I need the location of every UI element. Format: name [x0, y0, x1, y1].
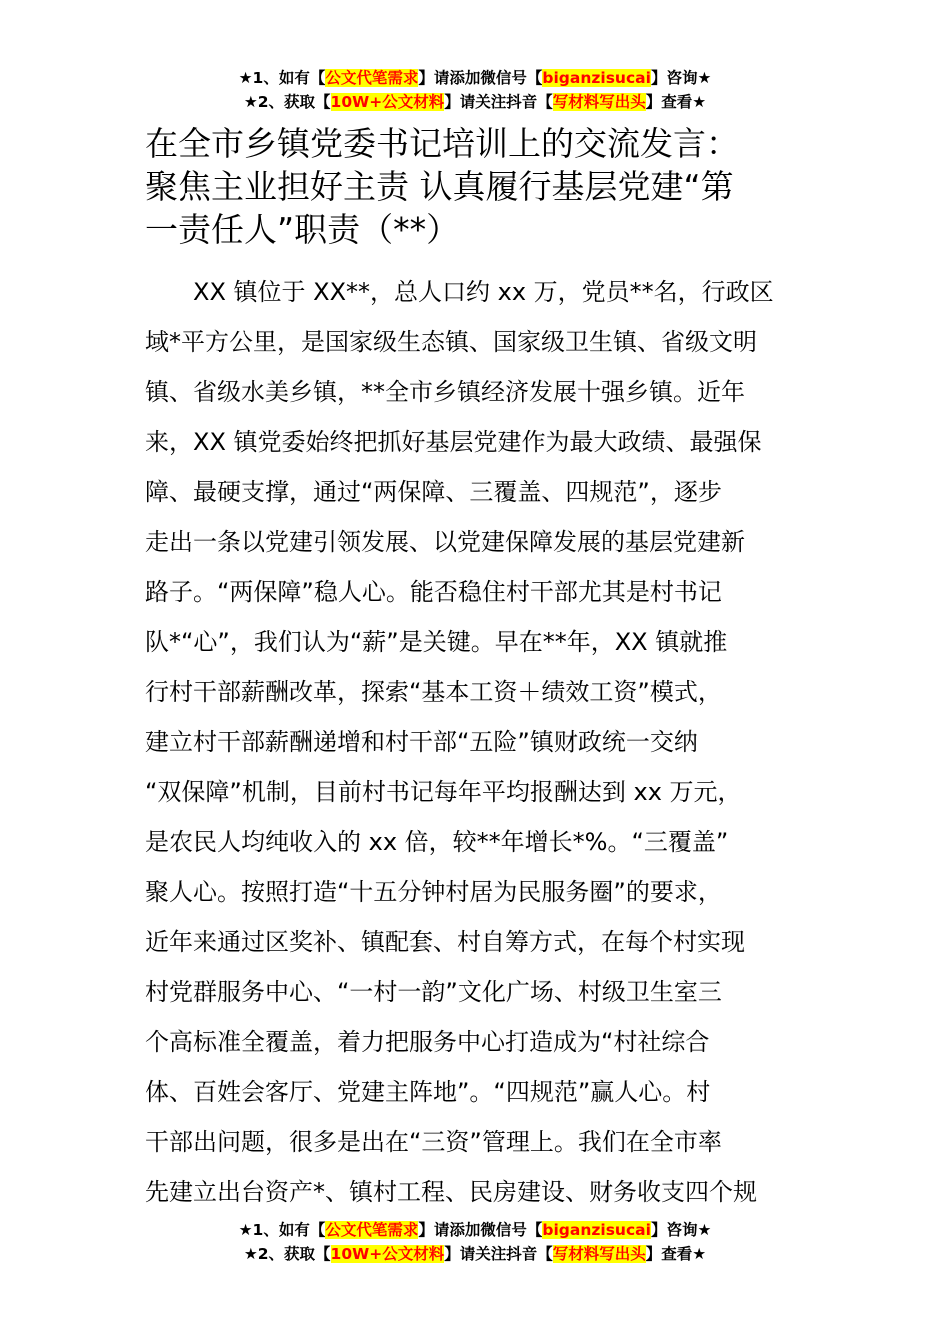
body-line: 建立村干部薪酬递增和村干部“五险”镇财政统一交纳 [145, 728, 698, 756]
douyin-account: 写材料写出头 [552, 1245, 646, 1263]
body-line: “双保障”机制，目前村书记每年平均报酬达到 xx 万元， [145, 778, 742, 806]
body-line: 镇、省级水美乡镇，**全市乡镇经济发展十强乡镇。近年 [145, 378, 745, 406]
body-line: 先建立出台资产*、镇村工程、民房建设、财务收支四个规 [145, 1178, 757, 1206]
body-line: 来，XX 镇党委始终把抓好基层党建作为最大政绩、最强保 [145, 428, 762, 456]
title-line: 一责任人”职责（**） [145, 210, 460, 249]
body-line: 是农民人均纯收入的 xx 倍，较**年增长*%。“三覆盖” [145, 828, 729, 856]
footer-promo-highlight: 公文代笔需求 [325, 1221, 419, 1239]
body-line: 障、最硬支撑，通过“两保障、三覆盖、四规范”，逐步 [145, 478, 722, 506]
document-body [145, 267, 810, 1217]
footer-promo-highlight: 10W+公文材料 [330, 1245, 445, 1263]
body-line: 近年来通过区奖补、镇配套、村自筹方式，在每个村实现 [145, 928, 745, 956]
body-line: 走出一条以党建引领发展、以党建保障发展的基层党建新 [145, 528, 745, 556]
body-line: 体、百姓会客厅、党建主阵地”。“四规范”赢人心。村 [145, 1078, 711, 1106]
body-line: 行村干部薪酬改革，探索“基本工资＋绩效工资”模式， [145, 678, 722, 706]
body-line: 域*平方公里，是国家级生态镇、国家级卫生镇、省级文明 [145, 328, 757, 356]
body-line: 队*“心”，我们认为“薪”是关键。早在**年，XX 镇就推 [145, 628, 728, 656]
body-line: 村党群服务中心、“一村一韵”文化广场、村级卫生室三 [145, 978, 722, 1006]
body-line: 路子。“两保障”稳人心。能否稳住村干部尤其是村书记 [145, 578, 722, 606]
title-line: 在全市乡镇党委书记培训上的交流发言： [145, 124, 739, 163]
header-promo-highlight: 公文代笔需求 [325, 69, 419, 87]
footer-promo-line-2: ★2、获取【10W+公文材料】请关注抖音【写材料写出头】查看★ [243, 1245, 707, 1263]
title-line: 聚焦主业担好主责 认真履行基层党建“第 [145, 167, 734, 206]
header-promo-line-2: ★2、获取【10W+公文材料】请关注抖音【写材料写出头】查看★ [243, 93, 707, 111]
douyin-account: 写材料写出头 [552, 93, 646, 111]
body-line: XX 镇位于 XX**，总人口约 xx 万，党员**名，行政区 [145, 278, 774, 306]
header-promo-line-1: ★1、如有【公文代笔需求】请添加微信号【biganzisucai】咨询★ [238, 69, 712, 87]
body-line: 干部出问题，很多是出在“三资”管理上。我们在全市率 [145, 1128, 722, 1156]
body-line: 聚人心。按照打造“十五分钟村居为民服务圈”的要求， [145, 878, 722, 906]
wechat-id: biganzisucai [542, 1221, 651, 1239]
footer-promo [0, 1218, 950, 1266]
wechat-id: biganzisucai [542, 69, 651, 87]
footer-promo-line-1: ★1、如有【公文代笔需求】请添加微信号【biganzisucai】咨询★ [238, 1221, 712, 1239]
body-line: 个高标准全覆盖，着力把服务中心打造成为“村社综合 [145, 1028, 710, 1056]
document-title [145, 122, 815, 251]
header-promo-highlight: 10W+公文材料 [330, 93, 445, 111]
header-promo [0, 66, 950, 114]
